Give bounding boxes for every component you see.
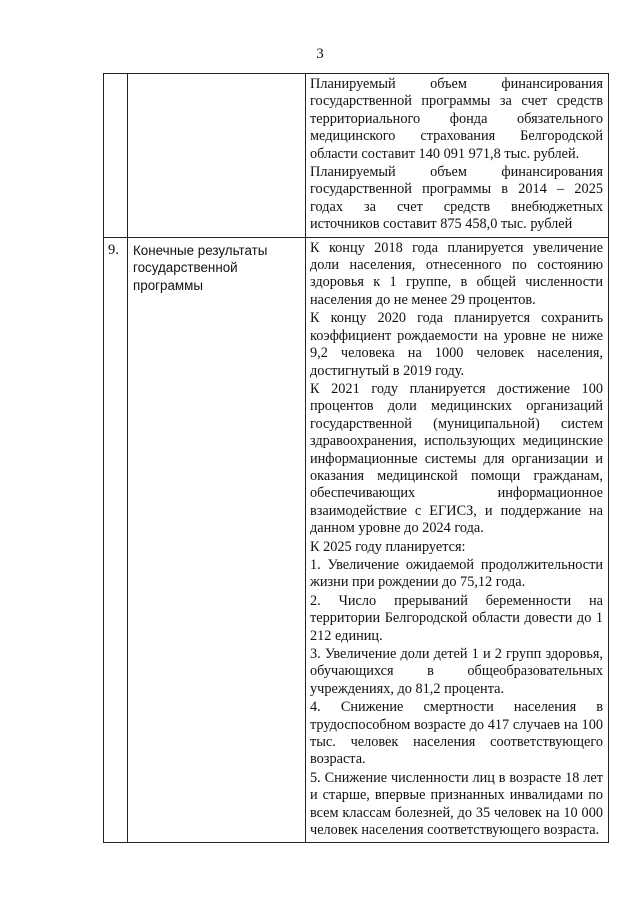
table-row [104, 74, 609, 238]
content-paragraph: К 2021 году планируется достижение 100 процентов доли медицинских организаций государственной (муниципальной) систем здравоохранения, использующих медицинские информационные системы для организации и оказания медицинской помощи гражданам, обеспечивающих информационное взаимодействие с ЕГИСЗ, и поддержание на данном уровне до 2024 года. [310, 380, 603, 537]
row-label-cell [128, 74, 306, 238]
page-number: 3 [316, 46, 324, 62]
row-number-cell [104, 74, 128, 238]
content-paragraph: К концу 2020 года планируется сохранить коэффициент рождаемости на уровне не ниже 9,2 человека на 1000 человек населения, достигнутый в 2019 году. [310, 310, 603, 379]
content-paragraph: 4. Снижение смертности населения в трудоспособном возрасте до 417 случаев на 100 тыс. человек населения соответствующего возраста. [310, 699, 603, 768]
program-passport-table [103, 73, 609, 843]
content-paragraph: К концу 2018 года планируется увеличение доли населения, отнесенного по состоянию здоровья к 1 группе, в общей численности населения до не менее 29 процентов. [310, 239, 603, 308]
row-label-cell: Конечные результаты государственной программы [128, 237, 306, 843]
content-paragraph: Планируемый объем финансирования государственной программы в 2014 – 2025 годах за счет средств внебюджетных источников составит 875 458,0 тыс. рублей [310, 164, 603, 233]
table-row [104, 237, 609, 843]
content-paragraph: 3. Увеличение доли детей 1 и 2 групп здоровья, обучающихся в общеобразовательных учреждениях, до 81,2 процента. [310, 646, 603, 697]
row-number-cell: 9. [104, 237, 128, 843]
content-paragraph: Планируемый объем финансирования государственной программы за счет средств территориального фонда обязательного медицинского страхования Белгородской области составит 140 091 971,8 тыс. рублей. [310, 76, 603, 162]
row-content-cell [306, 74, 609, 238]
content-paragraph: 5. Снижение численности лиц в возрасте 18 лет и старше, впервые признанных инвалидами по всем классам болезней, до 35 человек на 10 000 человек населения соответствующего возраста. [310, 769, 603, 839]
row-content-cell [306, 237, 609, 843]
content-paragraph: К 2025 году планируется: [310, 538, 466, 555]
content-paragraph: 2. Число прерываний беременности на территории Белгородской области довести до 1 212 единиц. [310, 592, 603, 644]
content-paragraph: 1. Увеличение ожидаемой продолжительности жизни при рождении до 75,12 года. [310, 556, 603, 591]
